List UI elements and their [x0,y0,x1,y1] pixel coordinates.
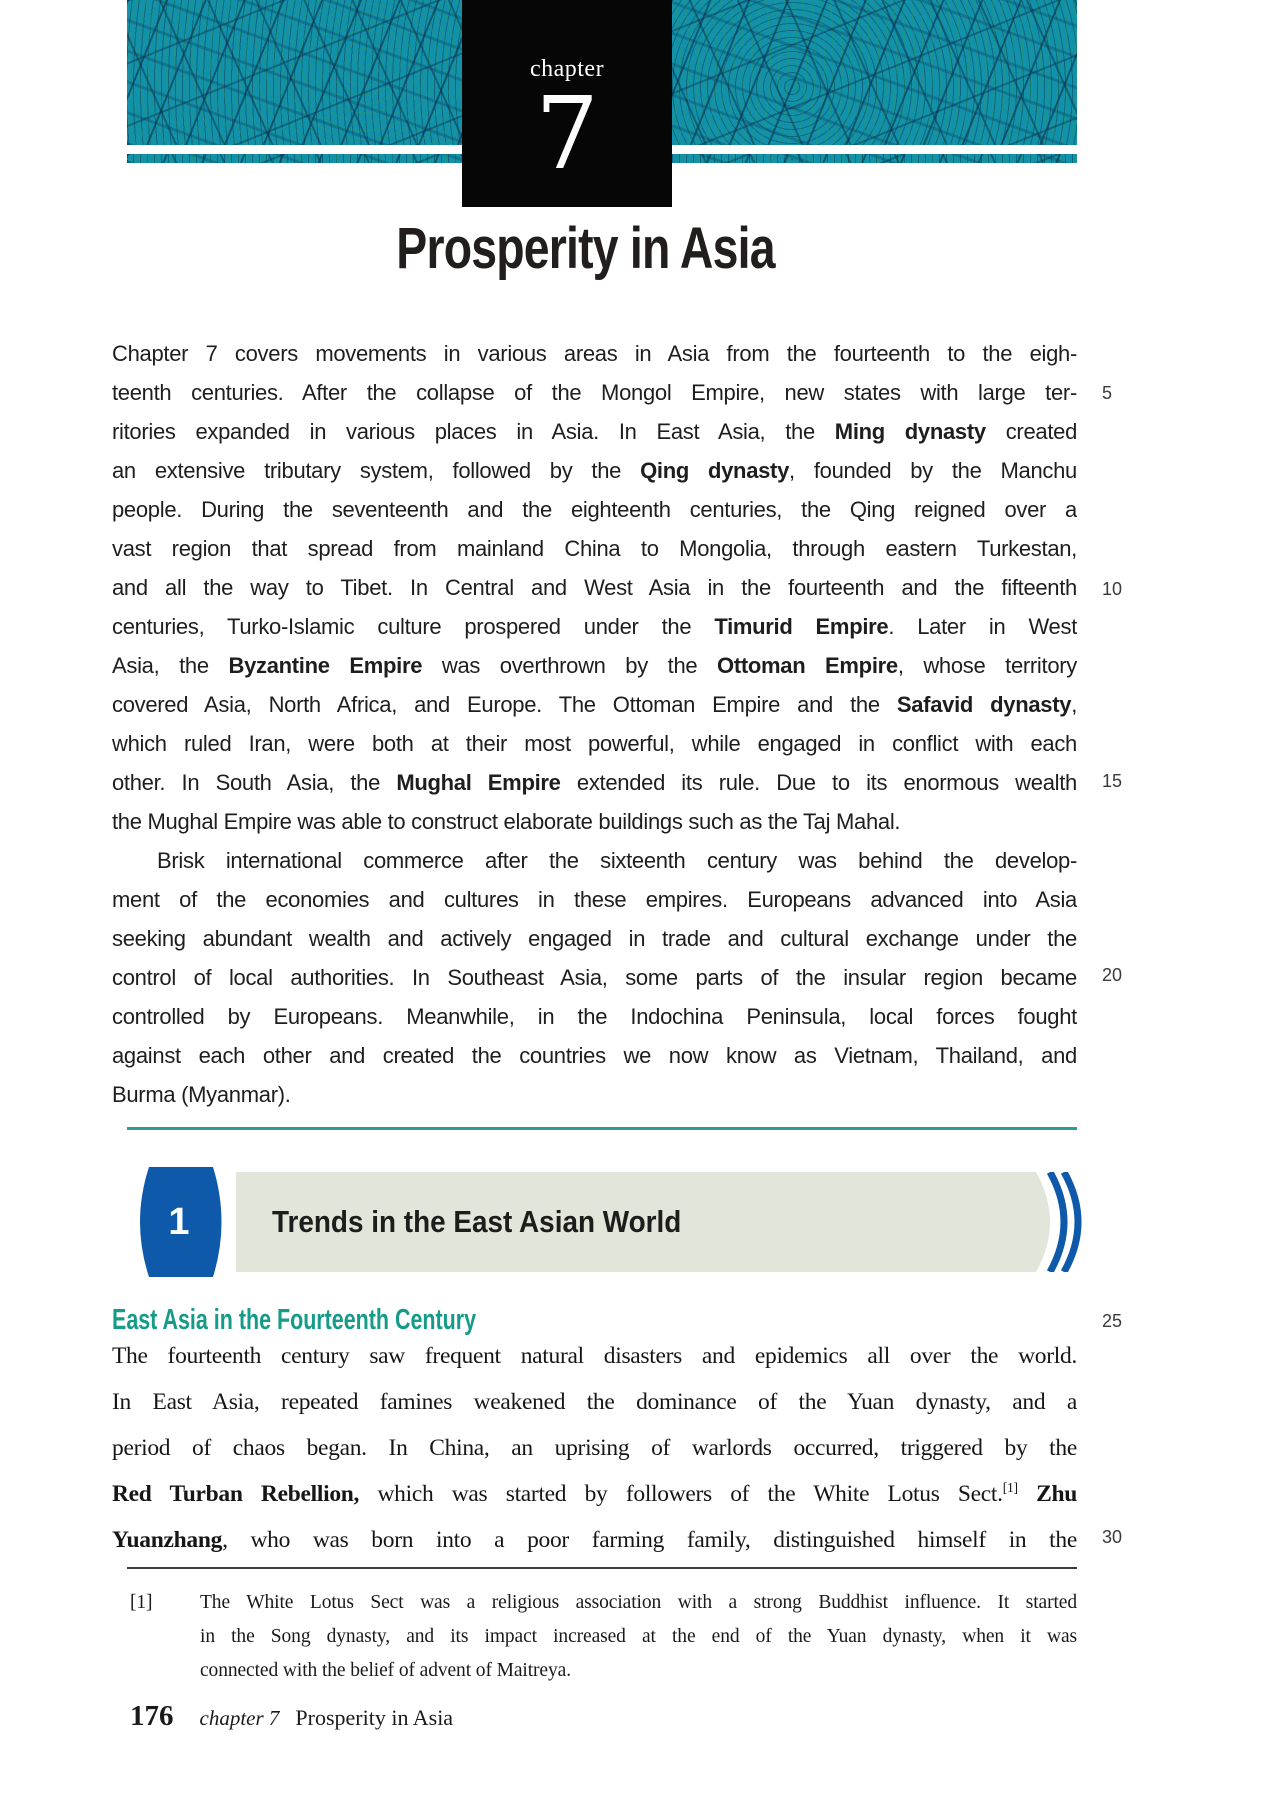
text-line: covered Asia, North Africa, and Europe. The Ottoman Empire and the Safavid dynasty, [112,692,1077,717]
section-number: 1 [168,1200,190,1243]
section-title: Trends in the East Asian World [272,1204,682,1239]
text-line: Red Turban Rebellion, which was started by followers of the White Lotus Sect.[1] Zhu [112,1480,1077,1507]
margin-line-number: 15 [1102,771,1123,791]
subsection-heading: East Asia in the Fourteenth Century [112,1304,477,1336]
footnote-text [200,1586,1077,1688]
footer-book-section-title: Prosperity in Asia [295,1705,454,1730]
text-line: in the Song dynasty, and its impact increased at the end of the Yuan dynasty, when it was [200,1626,1077,1647]
text-line: The fourteenth century saw frequent natural disasters and epidemics all over the world. [112,1343,1077,1369]
text-line: seeking abundant wealth and actively engaged in trade and cultural exchange under the [112,926,1077,951]
section-divider-rule [127,1127,1077,1130]
text-line: Brisk international commerce after the sixteenth century was behind the develop- [157,848,1077,873]
text-line: ritories expanded in various places in Asia. In East Asia, the Ming dynasty created [112,419,1077,444]
intro-paragraph [112,334,1077,1114]
margin-line-number: 25 [1102,1311,1123,1331]
text-line: The White Lotus Sect was a religious association with a strong Buddhist influence. It started [200,1592,1077,1613]
text-line: ment of the economies and cultures in these empires. Europeans advanced into Asia [112,887,1077,912]
footer-chapter-label: chapter 7 [199,1706,280,1730]
section-banner [236,1172,1030,1272]
text-line: centuries, Turko-Islamic culture prospered under the Timurid Empire. Later in West [112,614,1077,639]
text-line: people. During the seventeenth and the eighteenth centuries, the Qing reigned over a [112,497,1077,522]
footnote-marker: [1] [130,1592,153,1613]
section-banner-endcap [1030,1172,1094,1272]
text-line: other. In South Asia, the Mughal Empire extended its rule. Due to its enormous wealth [112,770,1077,795]
body-paragraph [112,1333,1077,1563]
text-line: against each other and created the countries we now know as Vietnam, Thailand, and [112,1043,1077,1068]
footnote-rule [127,1567,1077,1569]
text-line: control of local authorities. In Southeast Asia, some parts of the insular region became [112,965,1077,990]
text-line: Chapter 7 covers movements in various areas in Asia from the fourteenth to the eigh- [112,341,1077,366]
text-line: teenth centuries. After the collapse of the Mongol Empire, new states with large ter- [112,380,1077,405]
margin-line-number: 10 [1102,579,1123,599]
text-line: the Mughal Empire was able to construct elaborate buildings such as the Taj Mahal. [112,809,901,834]
page-number: 176 [130,1700,174,1732]
text-line: an extensive tributary system, followed by the Qing dynasty, founded by the Manchu [112,458,1077,483]
text-line: Asia, the Byzantine Empire was overthrown by the Ottoman Empire, whose territory [112,653,1077,678]
text-line: Burma (Myanmar). [112,1082,291,1107]
chapter-number-box [462,0,672,207]
chapter-label: chapter [529,56,605,82]
margin-line-number: 20 [1102,965,1123,985]
text-line: vast region that spread from mainland China to Mongolia, through eastern Turkestan, [112,536,1077,561]
text-line: and all the way to Tibet. In Central and West Asia in the fourteenth and the fifteenth [112,575,1077,600]
text-line: connected with the belief of advent of Maitreya. [200,1660,571,1681]
margin-line-number: 5 [1102,383,1113,403]
text-line: controlled by Europeans. Meanwhile, in the Indochina Peninsula, local forces fought [112,1004,1077,1029]
margin-line-number: 30 [1102,1527,1123,1547]
page-title: Prosperity in Asia [396,216,776,281]
text-line: which ruled Iran, were both at their most powerful, while engaged in conflict with each [112,731,1077,756]
text-line: In East Asia, repeated famines weakened the dominance of the Yuan dynasty, and a [112,1389,1077,1415]
text-line: period of chaos began. In China, an uprising of warlords occurred, triggered by the [112,1435,1077,1461]
text-line: Yuanzhang, who was born into a poor farming family, distinguished himself in the [112,1527,1077,1553]
page-footer [130,1700,453,1733]
footnote [130,1586,1077,1688]
chapter-number: 7 [535,75,599,192]
